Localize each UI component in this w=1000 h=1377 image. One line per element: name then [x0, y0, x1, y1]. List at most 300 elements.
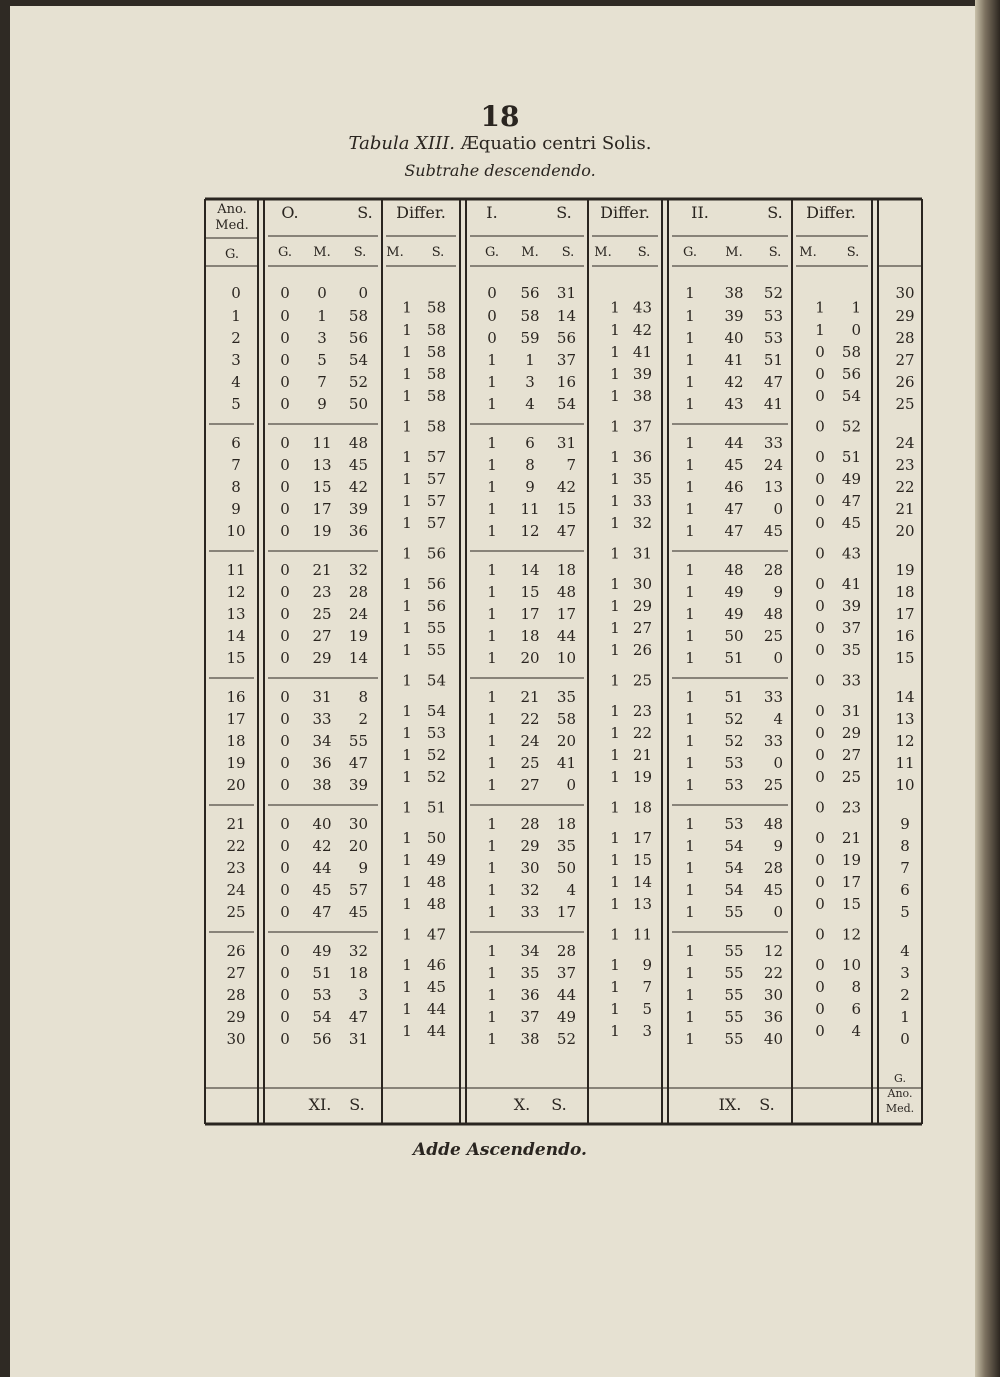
eq-0-g-6: 0 — [280, 434, 290, 452]
eq-2-s-28: 30 — [763, 986, 783, 1004]
diff-2-s-13: 37 — [841, 619, 861, 637]
eq-1-g-30: 1 — [487, 1030, 497, 1048]
eq-2-m-13: 49 — [724, 605, 744, 623]
eq-1-m-7: 8 — [525, 456, 535, 474]
arg-asc-8: 22 — [895, 478, 915, 496]
header-s-1: S. — [556, 203, 572, 222]
eq-1-g-27: 1 — [487, 964, 497, 982]
eq-1-m-19: 25 — [520, 754, 540, 772]
eq-1-s-20: 0 — [566, 776, 576, 794]
diff-0-m-4: 1 — [402, 387, 412, 405]
eq-1-s-0: 31 — [556, 284, 576, 302]
eq-0-g-28: 0 — [280, 986, 290, 1004]
diff-1-m-0: 1 — [610, 298, 620, 317]
subheader-g-0: G. — [277, 245, 293, 260]
diff-0-m-17: 1 — [402, 724, 412, 742]
eq-0-s-29: 47 — [348, 1008, 368, 1026]
eq-1-s-12: 48 — [556, 583, 576, 601]
eq-0-m-26: 49 — [312, 942, 332, 960]
diff-1-s-12: 29 — [632, 597, 652, 615]
arg-desc-27: 27 — [226, 964, 246, 982]
arg-asc-0: 30 — [895, 284, 915, 302]
diff-2-s-0: 1 — [851, 298, 861, 317]
eq-2-s-13: 48 — [763, 605, 783, 623]
eq-2-m-20: 53 — [724, 776, 744, 794]
eq-0-m-18: 34 — [312, 732, 332, 750]
diff-1-s-9: 32 — [632, 514, 652, 532]
arg-asc-14: 16 — [895, 627, 915, 645]
eq-1-s-27: 37 — [556, 964, 576, 982]
diff-2-s-28: 6 — [851, 1000, 861, 1018]
diff-2-s-4: 54 — [841, 387, 861, 405]
diff-2-s-21: 21 — [841, 829, 861, 847]
eq-1-s-22: 35 — [556, 837, 576, 855]
diff-0-m-15: 1 — [402, 671, 412, 690]
diff-1-m-16: 1 — [610, 702, 620, 720]
diff-0-m-5: 1 — [402, 417, 412, 436]
diff-2-s-19: 25 — [841, 768, 861, 786]
diff-2-s-23: 17 — [841, 873, 861, 891]
diff-2-s-2: 58 — [841, 343, 861, 361]
diff-1-m-29: 1 — [610, 1022, 620, 1040]
diff-1-s-3: 39 — [632, 365, 652, 383]
eq-2-g-13: 1 — [685, 605, 695, 623]
eq-1-m-30: 38 — [520, 1030, 540, 1048]
eq-0-m-19: 36 — [312, 754, 332, 772]
eq-0-s-9: 39 — [348, 500, 368, 518]
diff-1-m-19: 1 — [610, 768, 620, 786]
diff-0-s-6: 57 — [426, 448, 446, 466]
eq-1-m-16: 21 — [520, 688, 540, 706]
eq-2-m-22: 54 — [724, 837, 744, 855]
diff-1-s-21: 17 — [632, 829, 652, 847]
diff-1-s-5: 37 — [632, 417, 652, 436]
eq-2-g-12: 1 — [685, 583, 695, 601]
arg-desc-16: 16 — [226, 688, 246, 706]
diff-2-s-27: 8 — [851, 978, 861, 996]
eq-1-s-8: 42 — [556, 478, 576, 496]
eq-1-s-18: 20 — [556, 732, 576, 750]
arg-desc-25: 25 — [226, 903, 246, 921]
diff-0-m-22: 1 — [402, 851, 412, 869]
arg-asc-11: 19 — [895, 561, 915, 579]
diff-2-m-0: 1 — [815, 298, 825, 317]
arg-desc-9: 9 — [231, 500, 241, 518]
subheader-m-0: M. — [313, 245, 331, 260]
eq-2-s-23: 28 — [763, 859, 783, 877]
eq-0-m-4: 7 — [317, 373, 327, 391]
table-title-text: Æquatio centri Solis. — [460, 133, 652, 154]
eq-0-m-27: 51 — [312, 964, 332, 982]
eq-0-g-29: 0 — [280, 1008, 290, 1026]
eq-1-m-2: 59 — [520, 329, 540, 347]
eq-1-s-10: 47 — [556, 522, 576, 540]
diff-0-m-12: 1 — [402, 597, 412, 615]
eq-1-g-11: 1 — [487, 561, 497, 579]
eq-0-s-5: 50 — [348, 395, 368, 413]
table-subtitle: Subtrahe descendendo. — [404, 161, 596, 180]
arg-desc-15: 15 — [226, 649, 246, 667]
arg-asc-20: 10 — [895, 776, 915, 794]
eq-2-g-10: 1 — [685, 522, 695, 540]
diff-1-s-24: 13 — [632, 895, 652, 913]
diff-1-s-6: 36 — [632, 448, 652, 466]
eq-2-g-29: 1 — [685, 1008, 695, 1026]
diff-0-s-2: 58 — [426, 343, 446, 361]
diff-1-s-7: 35 — [632, 470, 652, 488]
diff-1-m-3: 1 — [610, 365, 620, 383]
eq-0-s-17: 2 — [358, 710, 368, 728]
diff-0-s-19: 52 — [426, 768, 446, 786]
eq-1-g-14: 1 — [487, 627, 497, 645]
diff-2-s-12: 39 — [841, 597, 861, 615]
arg-desc-0: 0 — [231, 284, 241, 302]
eq-2-s-0: 52 — [763, 284, 783, 302]
eq-2-g-5: 1 — [685, 395, 695, 413]
eq-0-s-14: 19 — [348, 627, 368, 645]
eq-1-m-8: 9 — [525, 478, 535, 496]
eq-2-s-16: 33 — [763, 688, 783, 706]
eq-0-m-28: 53 — [312, 986, 332, 1004]
eq-2-m-23: 54 — [724, 859, 744, 877]
eq-0-s-19: 47 — [348, 754, 368, 772]
diff-0-s-15: 54 — [426, 671, 446, 690]
eq-2-s-8: 13 — [763, 478, 783, 496]
eq-0-s-27: 18 — [348, 964, 368, 982]
eq-0-m-24: 45 — [312, 881, 332, 899]
eq-0-m-13: 25 — [312, 605, 332, 623]
arg-asc-5: 25 — [895, 395, 915, 413]
arg-desc-14: 14 — [226, 627, 246, 645]
eq-1-m-28: 36 — [520, 986, 540, 1004]
diff-1-s-11: 30 — [632, 575, 652, 593]
arg-asc-24: 6 — [900, 881, 910, 899]
eq-2-m-19: 53 — [724, 754, 744, 772]
diff-2-m-26: 0 — [815, 956, 825, 974]
diff-0-m-20: 1 — [402, 798, 412, 817]
diff-2-m-17: 0 — [815, 724, 825, 742]
eq-2-m-8: 46 — [724, 478, 744, 496]
eq-0-m-10: 19 — [312, 522, 332, 540]
arg-asc-7: 23 — [895, 456, 915, 474]
eq-0-s-4: 52 — [348, 373, 368, 391]
diff-2-s-6: 51 — [841, 448, 861, 466]
eq-1-s-6: 31 — [556, 434, 576, 452]
diff-0-s-11: 56 — [426, 575, 446, 593]
eq-0-m-14: 27 — [312, 627, 332, 645]
arg-asc-29: 1 — [900, 1008, 910, 1026]
arg-desc-13: 13 — [226, 605, 246, 623]
eq-2-s-5: 41 — [763, 395, 783, 413]
eq-1-s-13: 17 — [556, 605, 576, 623]
arg-desc-28: 28 — [226, 986, 246, 1004]
arg-asc-25: 5 — [900, 903, 910, 921]
subheader-s-2: S. — [768, 245, 782, 260]
eq-0-g-19: 0 — [280, 754, 290, 772]
diff-2-s-7: 49 — [841, 470, 861, 488]
diff-0-m-9: 1 — [402, 514, 412, 532]
diff-2-s-14: 35 — [841, 641, 861, 659]
eq-0-m-15: 29 — [312, 649, 332, 667]
diff-1-s-17: 22 — [632, 724, 652, 742]
eq-0-g-20: 0 — [280, 776, 290, 794]
eq-0-s-22: 20 — [348, 837, 368, 855]
eq-2-g-3: 1 — [685, 351, 695, 369]
eq-0-m-7: 13 — [312, 456, 332, 474]
eq-0-g-2: 0 — [280, 329, 290, 347]
eq-0-s-30: 31 — [348, 1030, 368, 1048]
subheader-m-2: M. — [725, 245, 743, 260]
diff-0-s-29: 44 — [426, 1022, 446, 1040]
eq-0-m-16: 31 — [312, 688, 332, 706]
header-diff-0: Differ. — [396, 203, 446, 222]
diff-1-s-16: 23 — [632, 702, 652, 720]
footer-s-2: S. — [759, 1095, 775, 1114]
eq-0-s-25: 45 — [348, 903, 368, 921]
eq-1-m-12: 15 — [520, 583, 540, 601]
eq-2-m-24: 54 — [724, 881, 744, 899]
diff-1-m-13: 1 — [610, 619, 620, 637]
diff-1-m-1: 1 — [610, 321, 620, 339]
eq-2-m-7: 45 — [724, 456, 744, 474]
diff-0-m-7: 1 — [402, 470, 412, 488]
eq-2-s-26: 12 — [763, 942, 783, 960]
eq-1-m-4: 3 — [525, 373, 535, 391]
arg-desc-23: 23 — [226, 859, 246, 877]
eq-2-g-1: 1 — [685, 307, 695, 325]
diff-1-m-25: 1 — [610, 925, 620, 944]
diff-1-s-28: 5 — [642, 1000, 652, 1018]
arg-asc-16: 14 — [895, 688, 915, 706]
diff-1-m-10: 1 — [610, 544, 620, 563]
arg-asc-26: 4 — [900, 942, 910, 960]
eq-1-m-14: 18 — [520, 627, 540, 645]
diff-0-m-11: 1 — [402, 575, 412, 593]
diff-2-m-19: 0 — [815, 768, 825, 786]
diff-2-s-26: 10 — [841, 956, 861, 974]
diff-2-m-23: 0 — [815, 873, 825, 891]
diff-2-m-14: 0 — [815, 641, 825, 659]
eq-0-s-13: 24 — [348, 605, 368, 623]
diff-2-m-8: 0 — [815, 492, 825, 510]
eq-2-m-30: 55 — [724, 1030, 744, 1048]
arg-asc-21: 9 — [900, 815, 910, 833]
diff-2-m-6: 0 — [815, 448, 825, 466]
subheader-ds-0: S. — [431, 245, 445, 260]
header-s-2: S. — [767, 203, 783, 222]
subheader-dm-2: M. — [799, 245, 817, 260]
eq-0-m-25: 47 — [312, 903, 332, 921]
diff-1-s-1: 42 — [632, 321, 652, 339]
eq-1-m-0: 56 — [520, 284, 540, 302]
eq-1-s-11: 18 — [556, 561, 576, 579]
arg-asc-18: 12 — [895, 732, 915, 750]
diff-2-s-29: 4 — [851, 1022, 861, 1040]
eq-2-g-6: 1 — [685, 434, 695, 452]
diff-0-s-9: 57 — [426, 514, 446, 532]
diff-1-m-18: 1 — [610, 746, 620, 764]
arg-desc-2: 2 — [231, 329, 241, 347]
eq-0-g-23: 0 — [280, 859, 290, 877]
eq-2-g-30: 1 — [685, 1030, 695, 1048]
eq-0-g-1: 0 — [280, 307, 290, 325]
eq-2-m-29: 55 — [724, 1008, 744, 1026]
eq-1-m-15: 20 — [520, 649, 540, 667]
diff-0-m-6: 1 — [402, 448, 412, 466]
eq-2-m-6: 44 — [724, 434, 744, 452]
eq-1-g-1: 0 — [487, 307, 497, 325]
subheader-dm-1: M. — [594, 245, 612, 260]
eq-2-m-16: 51 — [724, 688, 744, 706]
eq-2-m-0: 38 — [724, 284, 744, 302]
eq-0-s-28: 3 — [358, 986, 368, 1004]
eq-0-m-20: 38 — [312, 776, 332, 794]
arg-asc-22: 8 — [900, 837, 910, 855]
eq-1-s-3: 37 — [556, 351, 576, 369]
diff-2-s-24: 15 — [841, 895, 861, 913]
eq-0-s-7: 45 — [348, 456, 368, 474]
eq-0-m-23: 44 — [312, 859, 332, 877]
eq-0-s-21: 30 — [348, 815, 368, 833]
eq-1-g-20: 1 — [487, 776, 497, 794]
eq-0-g-25: 0 — [280, 903, 290, 921]
eq-1-s-9: 15 — [556, 500, 576, 518]
eq-0-s-10: 36 — [348, 522, 368, 540]
eq-1-s-26: 28 — [556, 942, 576, 960]
diff-0-s-4: 58 — [426, 387, 446, 405]
arg-desc-1: 1 — [231, 307, 241, 325]
diff-0-m-19: 1 — [402, 768, 412, 786]
eq-0-s-15: 14 — [348, 649, 368, 667]
diff-0-s-22: 49 — [426, 851, 446, 869]
diff-2-m-1: 1 — [815, 321, 825, 339]
eq-2-s-2: 53 — [763, 329, 783, 347]
diff-1-s-25: 11 — [632, 925, 652, 944]
diff-2-m-29: 0 — [815, 1022, 825, 1040]
eq-2-g-11: 1 — [685, 561, 695, 579]
subheader-g-1: G. — [484, 245, 500, 260]
diff-0-s-17: 53 — [426, 724, 446, 742]
diff-2-s-5: 52 — [841, 417, 861, 436]
diff-2-s-1: 0 — [851, 321, 861, 339]
eq-2-s-1: 53 — [763, 307, 783, 325]
diff-1-m-14: 1 — [610, 641, 620, 659]
eq-1-m-21: 28 — [520, 815, 540, 833]
eq-0-s-18: 55 — [348, 732, 368, 750]
diff-2-m-25: 0 — [815, 925, 825, 944]
eq-0-m-29: 54 — [312, 1008, 332, 1026]
eq-2-m-27: 55 — [724, 964, 744, 982]
arg-desc-30: 30 — [226, 1030, 246, 1048]
eq-0-g-10: 0 — [280, 522, 290, 540]
diff-2-s-22: 19 — [841, 851, 861, 869]
footer-ano: Ano. — [887, 1087, 913, 1100]
diff-0-m-25: 1 — [402, 925, 412, 944]
diff-1-s-2: 41 — [632, 343, 652, 361]
eq-1-s-5: 54 — [556, 395, 576, 413]
eq-1-m-27: 35 — [520, 964, 540, 982]
footer-sign-1: X. — [513, 1095, 531, 1114]
arg-asc-17: 13 — [895, 710, 915, 728]
diff-2-m-9: 0 — [815, 514, 825, 532]
arg-desc-6: 6 — [231, 434, 241, 452]
eq-2-g-7: 1 — [685, 456, 695, 474]
eq-0-s-6: 48 — [348, 434, 368, 452]
eq-1-m-11: 14 — [520, 561, 540, 579]
diff-2-m-20: 0 — [815, 798, 825, 817]
eq-1-m-1: 58 — [520, 307, 540, 325]
arg-asc-13: 17 — [895, 605, 915, 623]
diff-0-s-14: 55 — [426, 641, 446, 659]
diff-1-m-2: 1 — [610, 343, 620, 361]
eq-2-s-27: 22 — [763, 964, 783, 982]
diff-2-m-5: 0 — [815, 417, 825, 436]
eq-1-m-18: 24 — [520, 732, 540, 750]
eq-1-g-4: 1 — [487, 373, 497, 391]
diff-2-m-12: 0 — [815, 597, 825, 615]
diff-1-s-29: 3 — [642, 1022, 652, 1040]
eq-2-g-22: 1 — [685, 837, 695, 855]
eq-1-g-2: 0 — [487, 329, 497, 347]
eq-1-m-20: 27 — [520, 776, 540, 794]
eq-0-g-17: 0 — [280, 710, 290, 728]
eq-1-m-17: 22 — [520, 710, 540, 728]
diff-1-s-27: 7 — [642, 978, 652, 996]
eq-2-m-4: 42 — [724, 373, 744, 391]
diff-2-m-24: 0 — [815, 895, 825, 913]
eq-2-s-19: 0 — [773, 754, 783, 772]
eq-0-m-22: 42 — [312, 837, 332, 855]
eq-0-g-5: 0 — [280, 395, 290, 413]
eq-1-s-29: 49 — [556, 1008, 576, 1026]
diff-0-s-24: 48 — [426, 895, 446, 913]
eq-2-g-16: 1 — [685, 688, 695, 706]
eq-0-s-1: 58 — [348, 307, 368, 325]
table-content — [215, 202, 914, 1115]
diff-2-m-10: 0 — [815, 544, 825, 563]
eq-1-g-29: 1 — [487, 1008, 497, 1026]
eq-1-g-13: 1 — [487, 605, 497, 623]
header-sign-1: I. — [486, 203, 498, 222]
eq-0-g-26: 0 — [280, 942, 290, 960]
eq-2-s-25: 0 — [773, 903, 783, 921]
diff-0-m-23: 1 — [402, 873, 412, 891]
diff-0-s-28: 44 — [426, 1000, 446, 1018]
eq-2-g-20: 1 — [685, 776, 695, 794]
diff-1-m-15: 1 — [610, 671, 620, 690]
eq-0-s-0: 0 — [358, 284, 368, 302]
eq-2-m-9: 47 — [724, 500, 744, 518]
eq-1-m-10: 12 — [520, 522, 540, 540]
eq-0-g-14: 0 — [280, 627, 290, 645]
diff-0-m-2: 1 — [402, 343, 412, 361]
table-title-label: Tabula XIII. — [348, 133, 456, 154]
eq-1-g-24: 1 — [487, 881, 497, 899]
eq-0-m-17: 33 — [312, 710, 332, 728]
diff-1-m-27: 1 — [610, 978, 620, 996]
diff-0-m-24: 1 — [402, 895, 412, 913]
eq-1-m-23: 30 — [520, 859, 540, 877]
diff-0-m-28: 1 — [402, 1000, 412, 1018]
eq-2-m-28: 55 — [724, 986, 744, 1004]
eq-2-m-5: 43 — [724, 395, 744, 413]
eq-2-s-7: 24 — [763, 456, 783, 474]
eq-1-m-22: 29 — [520, 837, 540, 855]
eq-2-g-26: 1 — [685, 942, 695, 960]
eq-0-s-16: 8 — [358, 688, 368, 706]
diff-2-m-11: 0 — [815, 575, 825, 593]
diff-0-m-1: 1 — [402, 321, 412, 339]
